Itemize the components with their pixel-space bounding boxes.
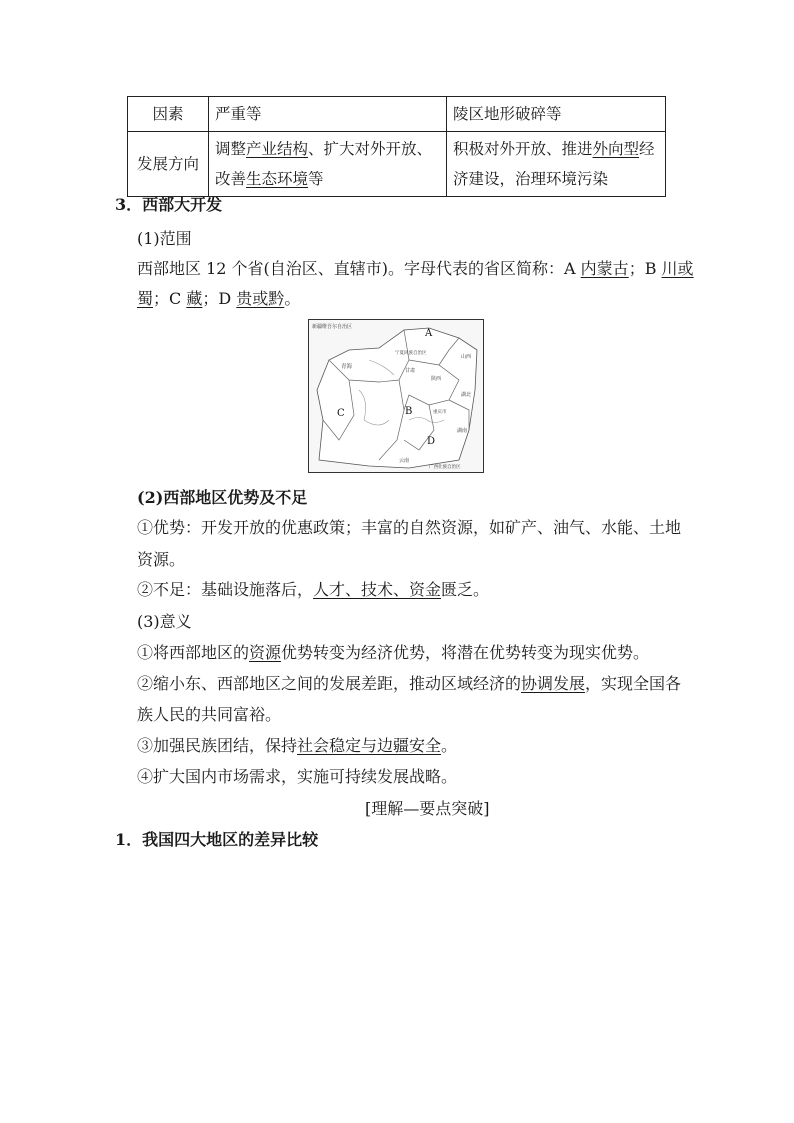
text-run: 经济建设，治理环境污染 xyxy=(453,140,655,188)
map-letter-a: A xyxy=(425,328,433,339)
table-cell-direction-label: 发展方向 xyxy=(128,132,209,197)
western-region-map xyxy=(308,319,484,473)
comparison-table xyxy=(127,96,666,197)
underlined-answer: 外向型 xyxy=(592,140,640,158)
table-cell xyxy=(209,132,447,197)
underlined-answer: 内蒙古 xyxy=(580,259,629,278)
text-run: ②缩小东、西部地区之间的发展差距，推动区域经济的 xyxy=(137,674,522,693)
underlined-answer: 社会稳定与边疆安全 xyxy=(297,736,442,755)
paragraph-line xyxy=(137,736,457,756)
text-run: 。 xyxy=(441,736,458,755)
subheading-significance: (3)意义 xyxy=(137,612,192,631)
text-run: ；C xyxy=(153,289,187,308)
paragraph-line: ④扩大国内市场需求，实施可持续发展战略。 xyxy=(137,767,458,786)
text-run: ③加强民族团结，保持 xyxy=(137,736,298,755)
text-run: 调整 xyxy=(215,140,247,158)
map-letter-c: C xyxy=(337,408,345,419)
underlined-answer: 川或 xyxy=(661,259,694,278)
paragraph-line: ①优势：开发开放的优惠政策；丰富的自然资源，如矿产、油气、水能、土地 xyxy=(137,518,682,537)
text-run: ②不足：基础设施落后， xyxy=(137,580,314,599)
map-label-guangxi: 广西壮族自治区 xyxy=(429,465,461,470)
paragraph-line xyxy=(137,674,681,694)
section-heading: 1．我国四大地区的差异比较 xyxy=(115,830,319,849)
map-label-chongqing: 重庆市 xyxy=(433,410,447,415)
paragraph-line xyxy=(137,580,489,600)
map-letter-d: D xyxy=(427,436,436,447)
map-label-hunan: 湖南 xyxy=(457,428,468,434)
underlined-answer: 协调发展 xyxy=(521,674,586,693)
map-label-gansu: 甘肃 xyxy=(405,368,416,374)
text-run: 。 xyxy=(284,289,301,308)
map-label-yunnan: 云南 xyxy=(399,458,410,464)
underlined-answer: 藏 xyxy=(186,289,203,308)
text-run: 等 xyxy=(308,170,324,188)
text-run: ；D xyxy=(202,289,237,308)
table-row xyxy=(128,132,666,197)
paragraph-line xyxy=(137,259,694,279)
map-graphic xyxy=(309,320,483,472)
map-label-shanxi: 山西 xyxy=(461,354,472,360)
underlined-answer: 人才、技术、资金 xyxy=(313,580,442,599)
paragraph-line: 族人民的共同富裕。 xyxy=(137,705,282,724)
underlined-answer: 蜀 xyxy=(137,289,154,308)
paragraph-line xyxy=(137,289,300,309)
underlined-answer: 贵或黔 xyxy=(236,289,285,308)
text-run: 优势转变为经济优势，将潜在优势转变为现实优势。 xyxy=(281,643,650,662)
map-label-hubei: 湖北 xyxy=(461,392,472,398)
subheading-scope: (1)范围 xyxy=(137,229,192,248)
text-run: 西部地区 12 个省(自治区、直辖市)。字母代表的省区简称：A xyxy=(137,259,581,278)
map-label-xinjiang: 新疆维吾尔自治区 xyxy=(312,324,353,330)
text-run: 匮乏。 xyxy=(441,580,490,599)
text-run: ；B xyxy=(628,259,662,278)
map-label-ningxia: 宁夏回族自治区 xyxy=(395,351,427,356)
text-run: 积极对外开放、推进 xyxy=(453,140,593,158)
section-banner: [理解—要点突破] xyxy=(365,799,490,818)
paragraph-line: 资源。 xyxy=(137,550,186,569)
table-cell: 陵区地形破碎等 xyxy=(447,97,666,132)
table-row xyxy=(128,97,666,132)
text-run: 、扩大对外开放、改善 xyxy=(215,140,433,188)
paragraph-line xyxy=(137,643,649,663)
underlined-answer: 产业结构 xyxy=(246,140,309,158)
table-cell xyxy=(447,132,666,197)
subheading-advantages: (2)西部地区优势及不足 xyxy=(137,488,308,507)
table-cell-factor-label: 因素 xyxy=(128,97,209,132)
table-cell: 严重等 xyxy=(209,97,447,132)
map-letter-b: B xyxy=(405,406,413,417)
section-heading: 3．西部大开发 xyxy=(115,195,223,214)
text-run: ①将西部地区的 xyxy=(137,643,250,662)
map-label-qinghai: 青海 xyxy=(341,364,353,370)
text-run: ，实现全国各 xyxy=(585,674,682,693)
underlined-answer: 资源 xyxy=(249,643,282,662)
map-label-shaanxi: 陕西 xyxy=(431,376,442,382)
underlined-answer: 生态环境 xyxy=(246,170,309,188)
